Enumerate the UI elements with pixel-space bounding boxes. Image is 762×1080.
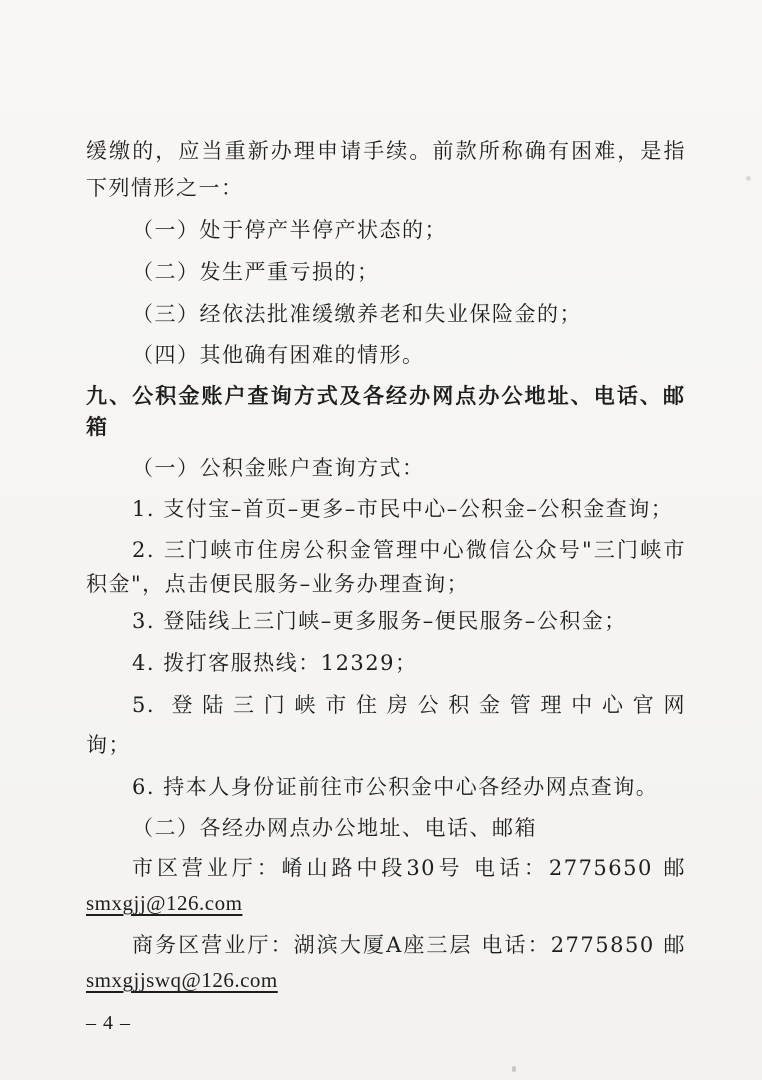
scan-speck (512, 1066, 516, 1072)
subsection-title: （二）各经办网点办公地址、电话、邮箱 (132, 816, 537, 840)
list-item: （四）其他确有困难的情形。 (132, 343, 425, 367)
section-heading: 九、公积金账户查询方式及各经办网点办公地址、电话、邮 (86, 384, 686, 408)
list-item: 1. 支付宝–首页–更多–市民中心–公积金–公积金查询； (132, 497, 674, 521)
list-item: （一）处于停产半停产状态的； (132, 218, 447, 242)
list-item: 2. 三门峡市住房公积金管理中心微信公众号"三门峡市 (132, 538, 686, 562)
list-item: 6. 持本人身份证前往市公积金中心各经办网点查询。 (132, 775, 659, 799)
list-item: 4. 拨打客服热线：12329； (132, 651, 418, 675)
page-number: – 4 – (86, 1012, 131, 1034)
list-item: 询； (86, 733, 131, 757)
office-info-line: 市区营业厅：崤山路中段30号 电话：2775650 邮 (132, 856, 686, 880)
paragraph-line: 缓缴的，应当重新办理申请手续。前款所称确有困难，是指 (86, 139, 686, 163)
list-item: （二）发生严重亏损的； (132, 260, 380, 284)
list-item: 3. 登陆线上三门峡–更多服务–便民服务–公积金； (132, 609, 627, 633)
scan-dot (746, 176, 751, 181)
subsection-title: （一）公积金账户查询方式： (132, 456, 425, 480)
list-item: 积金"，点击便民服务–业务办理查询； (86, 572, 470, 596)
list-item: 5. 登陆三门峡市住房公积金管理中心官网 (132, 693, 686, 717)
section-heading: 箱 (86, 415, 109, 439)
office-info-line: 商务区营业厅：湖滨大厦A座三层 电话：2775850 邮 (132, 933, 686, 957)
office-email: smxgjj@126.com (86, 891, 243, 915)
paragraph-line: 下列情形之一： (86, 176, 244, 200)
list-item: （三）经依法批准缓缴养老和失业保险金的； (132, 302, 582, 326)
office-email: smxgjjswq@126.com (86, 968, 278, 992)
